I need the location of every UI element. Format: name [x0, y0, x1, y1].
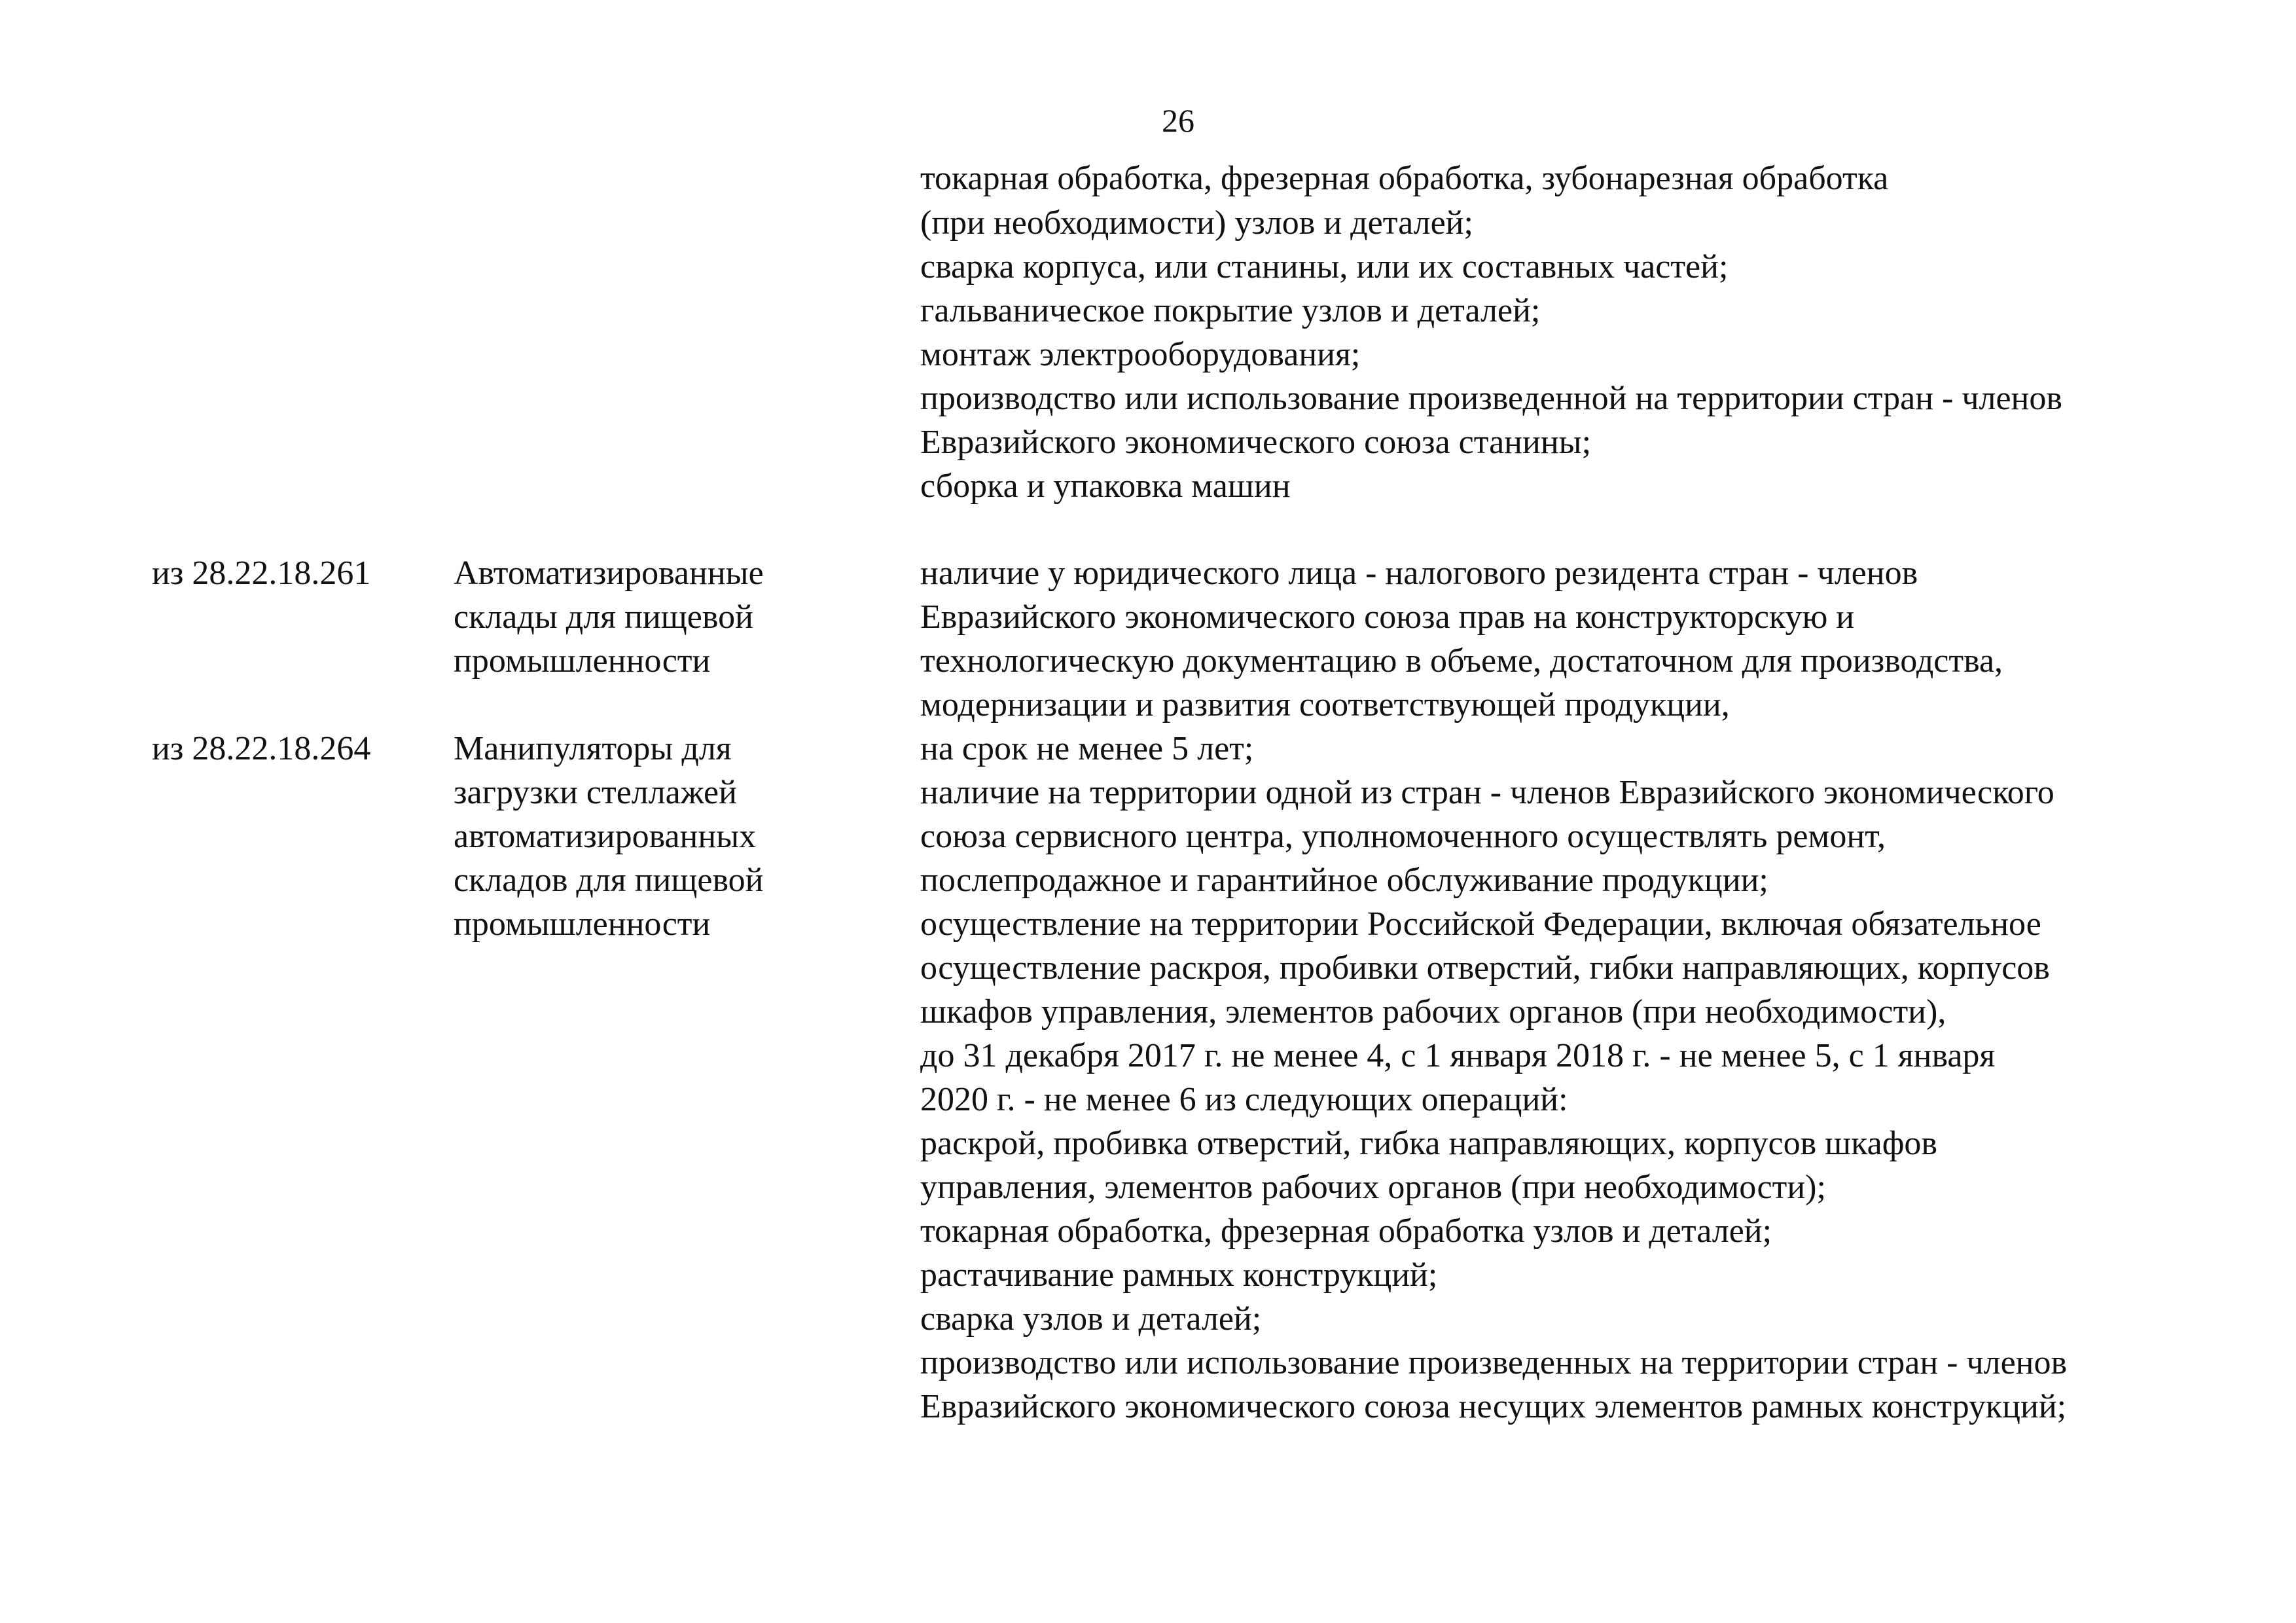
- requirement-line: управления, элементов рабочих органов (при необходимости);: [920, 1169, 1826, 1206]
- product-name-line: загрузки стеллажей: [454, 774, 737, 811]
- requirement-line: Евразийского экономического союза прав на конструкторскую и: [920, 598, 1855, 636]
- requirement-line: на срок не менее 5 лет;: [920, 730, 1254, 767]
- requirement-line: монтаж электрооборудования;: [920, 336, 1361, 373]
- requirement-line: гальваническое покрытие узлов и деталей;: [920, 292, 1541, 329]
- product-name-line: Манипуляторы для: [454, 730, 732, 767]
- requirement-line: Евразийского экономического союза станины;: [920, 424, 1592, 461]
- product-code: из 28.22.18.261: [152, 555, 371, 592]
- requirement-line: послепродажное и гарантийное обслуживание продукции;: [920, 862, 1768, 899]
- requirement-line: осуществление на территории Российской Федерации, включая обязательное: [920, 905, 2041, 943]
- product-name-line: складов для пищевой: [454, 862, 764, 899]
- product-name-line: промышленности: [454, 905, 711, 943]
- requirement-line: технологическую документацию в объеме, достаточном для производства,: [920, 642, 2003, 680]
- requirement-line: сварка корпуса, или станины, или их составных частей;: [920, 248, 1729, 285]
- requirement-line: раскрой, пробивка отверстий, гибка направляющих, корпусов шкафов: [920, 1125, 1937, 1162]
- requirement-line: растачивание рамных конструкций;: [920, 1256, 1438, 1294]
- page-number: 26: [1162, 102, 1194, 139]
- requirement-line: производство или использование произведенных на территории стран - членов: [920, 1344, 2068, 1381]
- requirement-line: наличие на территории одной из стран - членов Евразийского экономического: [920, 774, 2054, 811]
- requirement-line: токарная обработка, фрезерная обработка, зубонарезная обработка: [920, 160, 1889, 197]
- requirement-line: модернизации и развития соответствующей продукции,: [920, 686, 1730, 723]
- requirement-line: сборка и упаковка машин: [920, 467, 1291, 505]
- requirement-line: наличие у юридического лица - налогового резидента стран - членов: [920, 555, 1918, 592]
- requirement-line: токарная обработка, фрезерная обработка узлов и деталей;: [920, 1213, 1772, 1250]
- product-name-line: автоматизированных: [454, 818, 757, 855]
- product-name-line: склады для пищевой: [454, 598, 753, 636]
- requirement-line: союза сервисного центра, уполномоченного осуществлять ремонт,: [920, 818, 1886, 855]
- product-name-line: Автоматизированные: [454, 555, 764, 592]
- requirement-line: 2020 г. - не менее 6 из следующих операций:: [920, 1081, 1568, 1118]
- product-name-line: промышленности: [454, 642, 711, 680]
- requirement-line: осуществление раскроя, пробивки отверстий, гибки направляющих, корпусов: [920, 949, 2050, 987]
- requirement-line: Евразийского экономического союза несущих элементов рамных конструкций;: [920, 1388, 2067, 1425]
- requirement-line: шкафов управления, элементов рабочих органов (при необходимости),: [920, 993, 1946, 1030]
- requirement-line: до 31 декабря 2017 г. не менее 4, с 1 января 2018 г. - не менее 5, с 1 января: [920, 1037, 1996, 1074]
- product-code: из 28.22.18.264: [152, 730, 371, 767]
- requirement-line: производство или использование произведенной на территории стран - членов: [920, 380, 2062, 417]
- requirement-line: сварка узлов и деталей;: [920, 1300, 1262, 1338]
- requirement-line: (при необходимости) узлов и деталей;: [920, 204, 1473, 242]
